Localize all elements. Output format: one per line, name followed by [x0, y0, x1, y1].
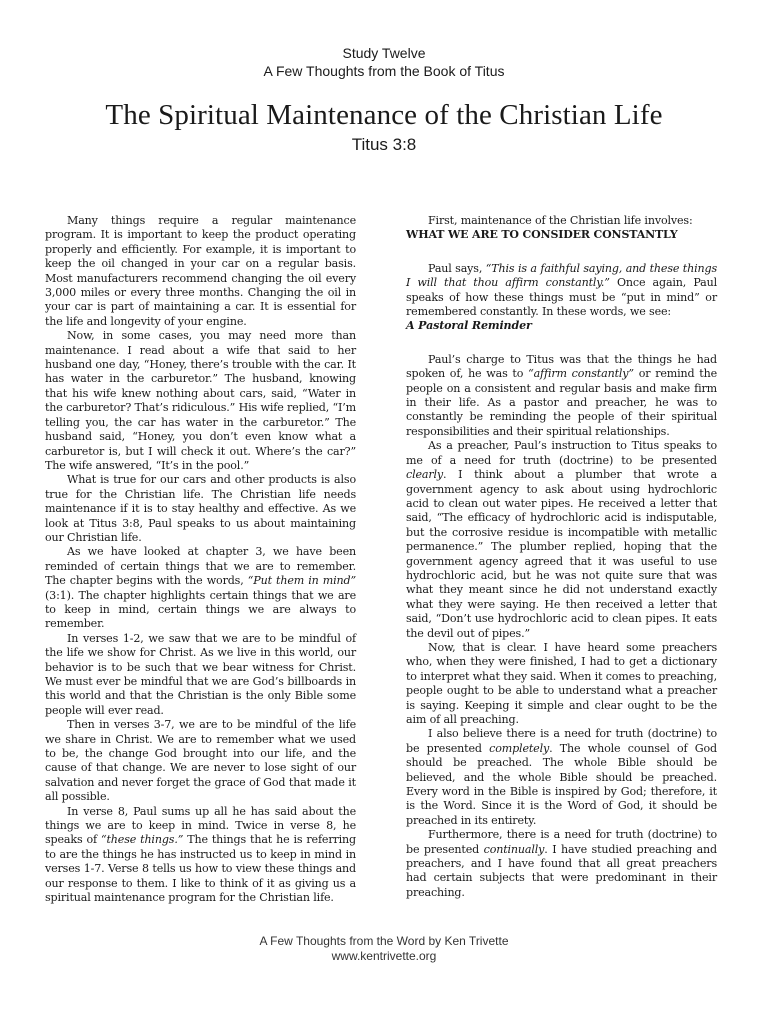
scripture-quote: “This is a faithful saying, and these things I will that thou affirm constantly.”	[406, 261, 717, 290]
text-run: (3:1). The chapter highlights certain things that we are to keep in mind, certain things we are always to remember.	[45, 588, 356, 631]
paragraph	[406, 353, 717, 439]
study-number: Study Twelve	[342, 45, 426, 61]
paragraph: Then in verses 3-7, we are to be mindful of the life we share in Christ. We are to remember what we used to be, the change God brought into our life, and the cause of that change. We are never to lose sight of our salvation and never forget the grace of God that made it all possible.	[45, 718, 356, 804]
paragraph	[45, 805, 356, 906]
scripture-quote: “these things.”	[100, 833, 184, 847]
paragraph	[406, 262, 717, 320]
paragraph: What is true for our cars and other products is also true for the Christian life. The Christian life needs maintenance if it is to stay healthy and effective. As we look at Titus 3:8, Paul speaks to us about maintaining our Christian life.	[45, 473, 356, 544]
emphasis: continually	[483, 842, 545, 856]
subsection-heading: A Pastoral Reminder	[406, 319, 532, 333]
text-run: The things that he is referring to are the things he has instructed us to keep in mind in verses 1-7. Verse 8 tells us how to view these things and our response to them. I like to think of it as giving us a spiritual maintenance program for the Christian life.	[45, 833, 356, 905]
page-header	[0, 44, 768, 156]
paragraph: First, maintenance of the Christian life involves:	[428, 214, 693, 227]
text-run: . I think about a plumber that wrote a government agency to ask about using hydrochloric acid to clean out water pipes. He received a letter that said, “The efficacy of hydrochloric acid is indisputable, but the corrosive residue is incompatible with metallic permanence.” The plumber replied, hoping that the government agency agreed that it was useful to use hydrochloric acid, but he was not quite sure that was what they meant since he did not understand exactly what they were saying. He then received a letter that said, “Don’t use hydrochloric acid to clean pipes. It eats the devil out of pipes.”	[406, 468, 717, 640]
text-run: In verse 8, Paul sums up all he has said about the things we are to keep in mind. Twice in verse 8, he speaks of	[45, 804, 356, 847]
scripture-reference: Titus 3:8	[351, 135, 417, 154]
text-run: As a preacher, Paul’s instruction to Titus speaks to me of a need for truth (doctrine) to be presented	[406, 439, 717, 467]
page-footer	[0, 934, 768, 964]
left-column	[45, 214, 356, 906]
paragraph: In verses 1-2, we saw that we are to be mindful of the life we show for Christ. As we live in this world, our behavior is to be such that we bear witness for Christ. We must ever be mindful that we are God’s billboards in this world and that the Christian is the only Bible some people will ever read.	[45, 631, 356, 717]
text-run: Furthermore, there is a need for truth (doctrine) to be presented	[406, 828, 717, 856]
paragraph: Now, that is clear. I have heard some preachers who, when they were finished, I had to get a dictionary to interpret what they said. When it comes to preaching, people ought to be able to understand what a preacher is saying. Keeping it simple and clear ought to be the aim of all preaching.	[406, 640, 717, 726]
paragraph: Many things require a regular maintenance program. It is important to keep the product operating properly and efficiently. For example, it is important to keep the oil changed in your car on a regular basis. Most manufacturers recommend changing the oil every 3,000 miles or every three months. Changing the oil in your car is part of maintaining a car. It is essential for the life and longevity of your engine.	[45, 214, 356, 328]
paragraph	[45, 545, 356, 631]
paragraph: Now, in some cases, you may need more than maintenance. I read about a wife that said to her husband one day, “Honey, there’s trouble with the car. It has water in the carburetor.” The husband, knowing that his wife knew nothing about cars, said, “Water in the carburetor? That’s ridiculous.” His wife replied, “I’m telling you, the car has water in the carburetor.” The husband said, “Honey, you don’t even know what a carburetor is, but I will check it out. Where’s the car?” The wife answered, “It’s in the pool.”	[45, 329, 356, 472]
emphasis: clearly	[406, 468, 444, 482]
section-heading: WHAT WE ARE TO CONSIDER CONSTANTLY	[406, 228, 678, 242]
scripture-quote: “affirm constantly”	[528, 367, 634, 381]
footer-attribution: A Few Thoughts from the Word by Ken Trivette	[259, 934, 509, 948]
text-run: As we have looked at chapter 3, we have been reminded of certain things that we are to remember. The chapter begins with the words,	[45, 545, 356, 588]
page-title: The Spiritual Maintenance of the Christian Life	[105, 99, 663, 131]
text-run: . The whole counsel of God should be preached. The whole Bible should be believed, and the whole Bible should be preached. Every word in the Bible is inspired by God; therefore, it is the Word. Since it is the Word of God, it should be preached in its entirety.	[406, 741, 717, 827]
paragraph	[406, 439, 717, 641]
paragraph	[406, 727, 717, 828]
text-run: Paul says,	[428, 261, 486, 275]
series-title: A Few Thoughts from the Book of Titus	[263, 63, 505, 79]
text-run: . I have studied preaching and preachers, and I have found that all great preachers had certain subjects that were predominant in their preaching.	[406, 842, 717, 899]
text-run: Paul’s charge to Titus was that the things he had spoken of, he was to	[406, 352, 717, 381]
scripture-quote: “Put them in mind”	[247, 574, 357, 588]
text-run: I also believe there is a need for truth (doctrine) to be presented	[406, 727, 717, 755]
text-run: or remind the people on a consistent and regular basis and make firm in their life. As a pastor and preacher, he was to constantly be reminding the people of their spiritual responsibilities and their spiritual relationships.	[406, 367, 717, 438]
right-column	[406, 214, 717, 900]
text-run: Once again, Paul speaks of how these things must be “put in mind” or remembered constantly. In these words, we see:	[406, 276, 717, 319]
paragraph	[406, 828, 717, 900]
emphasis: completely	[489, 741, 550, 755]
footer-website: www.kentrivette.org	[331, 949, 437, 963]
